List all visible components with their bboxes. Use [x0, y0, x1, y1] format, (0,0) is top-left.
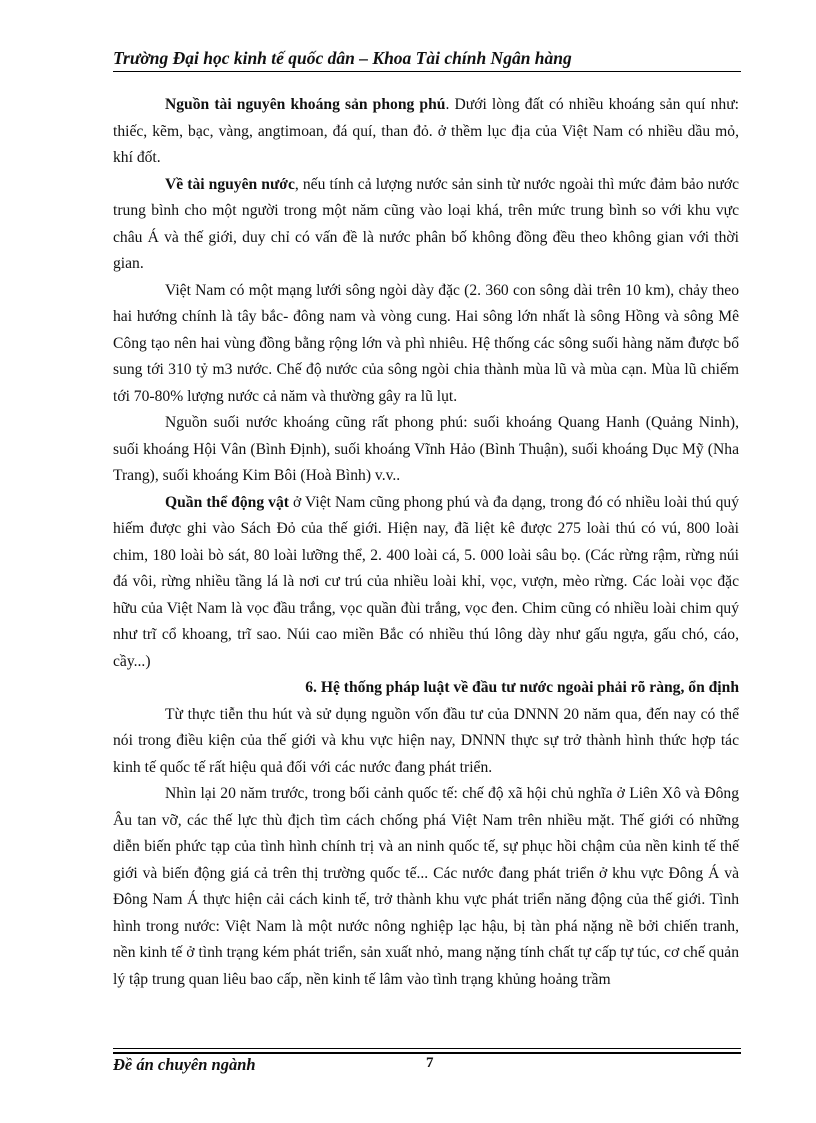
paragraph-text: , nếu tính cả lượng nước sản sinh từ nước ngoài thì mức đảm bảo nước trung bình cho một người trong một năm cũng vào loại khá, trên mức trung bình so với khu vực châu Á và thế giới, duy chỉ có vấn đề là nước phân bố không đồng đều theo không gian với thời gian. [113, 175, 739, 272]
page-number: 7 [426, 1055, 434, 1071]
paragraph-springs [113, 410, 739, 490]
paragraph-rivers [113, 278, 739, 411]
paragraph-fauna [113, 490, 739, 676]
paragraph-water [113, 172, 739, 278]
paragraph-text: Từ thực tiễn thu hút và sử dụng nguồn vốn đầu tư của DNNN 20 năm qua, đến nay có thể nói trong điều kiện của thế giới và khu vực hiện nay, DNNN thực sự trở thành hình thức hợp tác kinh tế quốc tế rất hiệu quả đối với các nước đang phát triển. [113, 705, 739, 776]
footer-rule [113, 1048, 741, 1049]
section-heading: 6. Hệ thống pháp luật về đầu tư nước ngoài phải rõ ràng, ổn định [305, 679, 739, 696]
paragraph-text: ở Việt Nam cũng phong phú và đa dạng, trong đó có nhiều loài thú quý hiếm được ghi vào Sách Đỏ của thế giới. Hiện nay, đã liệt kê được 275 loài thú có vú, 800 loài chim, 180 loài bò sát, 80 loài lưỡng thể, 2. 400 loài cá, 5. 000 loài sâu bọ. (Các rừng rậm, rừng núi đá vôi, rừng nhiều tầng lá là nơi cư trú của nhiều loài khỉ, vọc, vượn, mèo rừng. Các loài vọc đặc hữu của Việt Nam là vọc đầu trắng, vọc quần đùi trắng, vọc đen. Chim cũng có nhiều loài chim quý như trĩ cổ khoang, trĩ sao. Núi cao miền Bắc có nhiều thú lông dày như gấu ngựa, gấu chó, cáo, cầy...) [113, 493, 740, 670]
paragraph-text: . Dưới lòng đất có nhiều khoáng sản quí như: thiếc, kẽm, bạc, vàng, angtimoan, đá quí, than đỏ. ở thềm lục địa của Việt Nam có nhiều dầu mỏ, khí đốt. [113, 96, 739, 166]
page-header: Trường Đại học kinh tế quốc dân – Khoa Tài chính Ngân hàng [113, 48, 572, 68]
document-body [113, 92, 739, 993]
paragraph-lead: Về tài nguyên nước [165, 175, 295, 193]
paragraph-lead: Nguồn tài nguyên khoáng sản phong phú [165, 96, 446, 113]
paragraph-fdi-practice [113, 702, 739, 782]
header-rule [113, 71, 741, 72]
footer-title: Đề án chuyên ngành [113, 1055, 256, 1074]
paragraph-text: Việt Nam có một mạng lưới sông ngòi dày đặc (2. 360 con sông dài trên 10 km), chảy theo hai hướng chính là tây bắc- đông nam và vòng cung. Hai sông lớn nhất là sông Hồng và sông Mê Công tạo nên hai vùng đồng bằng rộng lớn và phì nhiêu. Hệ thống các sông suối hàng năm được bổ sung tới 310 tỷ m3 nước. Chế độ nước của sông ngòi chia thành mùa lũ và mùa cạn. Mùa lũ chiếm tới 70-80% lượng nước cả năm và thường gây ra lũ lụt. [113, 281, 739, 405]
paragraph-minerals [113, 92, 739, 172]
paragraph-text: Nguồn suối nước khoáng cũng rất phong phú: suối khoáng Quang Hanh (Quảng Ninh), suối khoáng Hội Vân (Bình Định), suối khoáng Vĩnh Hảo (Bình Thuận), suối khoáng Dục Mỹ (Nha Trang), suối khoáng Kim Bôi (Hoà Bình) v.v.. [113, 414, 739, 484]
paragraph-text: Nhìn lại 20 năm trước, trong bối cảnh quốc tế: chế độ xã hội chủ nghĩa ở Liên Xô và Đông Âu tan vỡ, các thế lực thù địch tìm cách chống phá Việt Nam trên nhiều mặt. Thế giới có những diễn biến phức tạp của tình hình chính trị và an ninh quốc tế, sự phục hồi chậm của nền kinh tế thế giới và biến động giá cả trên thị trường quốc tế... Các nước đang phát triển ở khu vực Đông Á và Đông Nam Á thực hiện cải cách kinh tế, trở thành khu vực phát triển năng động của thế giới. Tình hình trong nước: Việt Nam là một nước nông nghiệp lạc hậu, bị tàn phá nặng nề bởi chiến tranh, nền kinh tế ở tình trạng kém phát triển, sản xuất nhỏ, mang nặng tính chất tự cấp tự túc, cơ chế quản lý tập trung quan liêu bao cấp, nền kinh tế lâm vào tình trạng khủng hoảng trầm [113, 785, 739, 988]
paragraph-lead: Quần thể động vật [165, 493, 289, 511]
paragraph-fdi-history [113, 781, 739, 993]
